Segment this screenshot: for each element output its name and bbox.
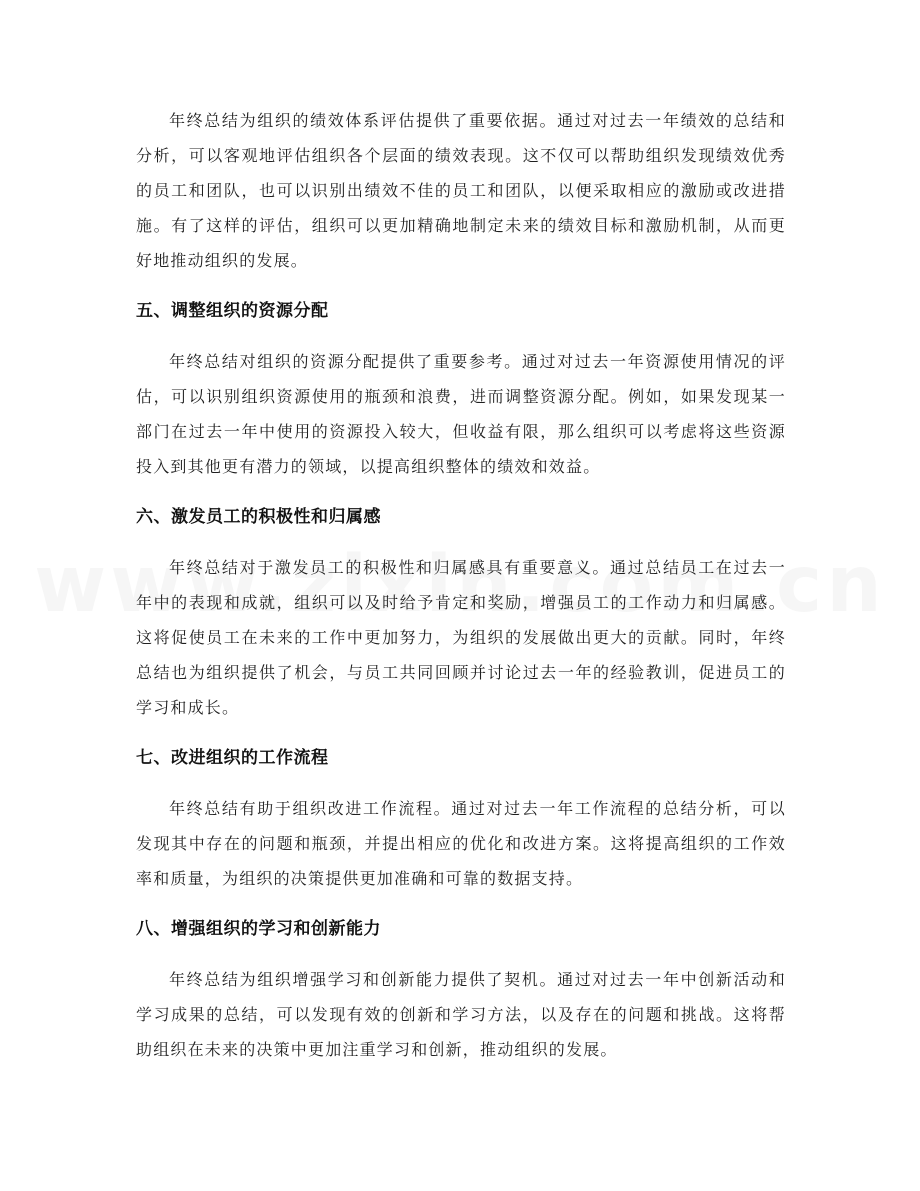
heading-section-6: 六、激发员工的积极性和归属感 [136,507,381,527]
document-body [136,103,786,1067]
paragraph-section-7: 年终总结有助于组织改进工作流程。通过对过去一年工作流程的总结分析，可以发现其中存在的问题和瓶颈，并提出相应的优化和改进方案。这将提高组织的工作效率和质量，为组织的决策提供更加准确和可靠的数据支持。 [136,799,786,888]
paragraph-section-8: 年终总结为组织增强学习和创新能力提供了契机。通过对过去一年中创新活动和学习成果的总结，可以发现有效的创新和学习方法，以及存在的问题和挑战。这将帮助组织在未来的决策中更加注重学习和创新，推动组织的发展。 [136,970,786,1059]
paragraph-performance-evaluation: 年终总结为组织的绩效体系评估提供了重要依据。通过对过去一年绩效的总结和分析，可以客观地评估组织各个层面的绩效表现。这不仅可以帮助组织发现绩效优秀的员工和团队，也可以识别出绩效不佳的员工和团队，以便采取相应的激励或改进措施。有了这样的评估，组织可以更加精确地制定未来的绩效目标和激励机制，从而更好地推动组织的发展。 [136,111,786,270]
heading-section-7: 七、改进组织的工作流程 [136,748,329,768]
heading-section-8: 八、增强组织的学习和创新能力 [136,919,381,939]
paragraph-section-6: 年终总结对于激发员工的积极性和归属感具有重要意义。通过总结员工在过去一年中的表现和成就，组织可以及时给予肯定和奖励，增强员工的工作动力和归属感。这将促使员工在未来的工作中更加努力，为组织的发展做出更大的贡献。同时，年终总结也为组织提供了机会，与员工共同回顾并讨论过去一年的经验教训，促进员工的学习和成长。 [136,558,786,717]
heading-section-5: 五、调整组织的资源分配 [136,301,329,321]
paragraph-section-5: 年终总结对组织的资源分配提供了重要参考。通过对过去一年资源使用情况的评估，可以识别组织资源使用的瓶颈和浪费，进而调整资源分配。例如，如果发现某一部门在过去一年中使用的资源投入较大，但收益有限，那么组织可以考虑将这些资源投入到其他更有潜力的领域，以提高组织整体的绩效和效益。 [136,352,786,476]
